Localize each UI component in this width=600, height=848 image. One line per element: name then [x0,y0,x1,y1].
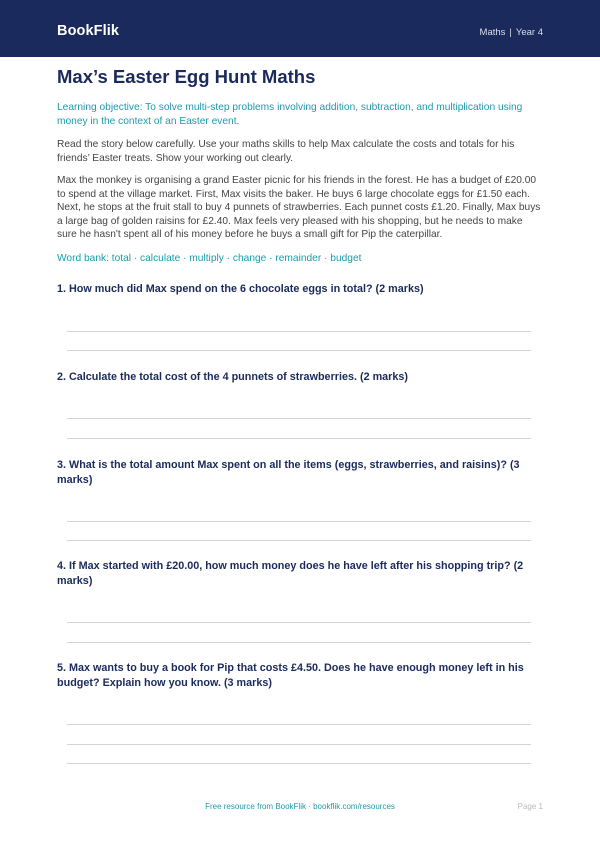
answer-line[interactable] [67,622,531,623]
answer-line[interactable] [67,331,531,332]
question-1: 1. How much did Max spend on the 6 chocolate eggs in total? (2 marks) [57,283,424,295]
answer-line[interactable] [67,540,531,541]
question-4: 4. If Max started with £20.00, how much money does he have left after his shopping trip? (2 marks) [57,560,524,587]
subject-year-label [480,27,543,38]
story-text: Max the monkey is organising a grand Easter picnic for his friends in the forest. He has a budget of £20.00 to spend at the village market. First, Max visits the baker. He buys 6 large chocolate eggs for £1.50 each. Next, he stops at the fruit stall to buy 4 punnets of strawberries. Each punnet costs £1.20. Finally, Max buys a large bag of golden raisins for £2.40. Max feels very pleased with his shopping, but he needs to make sure he hasn't spent all of his money before he buys a small gift for Pip the caterpillar. [57,175,541,240]
word-bank: Word bank: total · calculate · multiply · change · remainder · budget [57,252,362,264]
answer-line[interactable] [67,642,531,643]
question-5: 5. Max wants to buy a book for Pip that costs £4.50. Does he have enough money left in his budget? Explain how you know. (3 marks) [57,662,524,689]
page-footer [0,802,600,814]
worksheet-title: Max’s Easter Egg Hunt Maths [57,66,316,87]
answer-line[interactable] [67,521,531,522]
question-2: 2. Calculate the total cost of the 4 punnets of strawberries. (2 marks) [57,371,408,383]
answer-line[interactable] [67,744,531,745]
answer-line[interactable] [67,350,531,351]
answer-line[interactable] [67,763,531,764]
worksheet-intro [57,64,543,265]
site-header [0,0,600,57]
page-number: Page 1 [517,802,543,811]
footer-credit-link[interactable]: Free resource from BookFlik · bookflik.com/resources [205,802,395,811]
question-3: 3. What is the total amount Max spent on all the items (eggs, strawberries, and raisins)? (3 marks) [57,459,520,486]
meta-separator: | [509,27,512,38]
brand-logo[interactable]: BookFlik [57,23,120,39]
instructions-text: Read the story below carefully. Use your maths skills to help Max calculate the costs and totals for his friends’ Easter treats. Show your working out clearly. [57,139,515,164]
answer-line[interactable] [67,418,531,419]
year-label: Year 4 [515,27,543,38]
subject-label: Maths [479,27,506,38]
learning-objective: Learning objective: To solve multi-step problems involving addition, subtraction, and multiplication using money in the context of an Easter event. [57,102,523,127]
answer-line[interactable] [67,724,531,725]
answer-line[interactable] [67,438,531,439]
